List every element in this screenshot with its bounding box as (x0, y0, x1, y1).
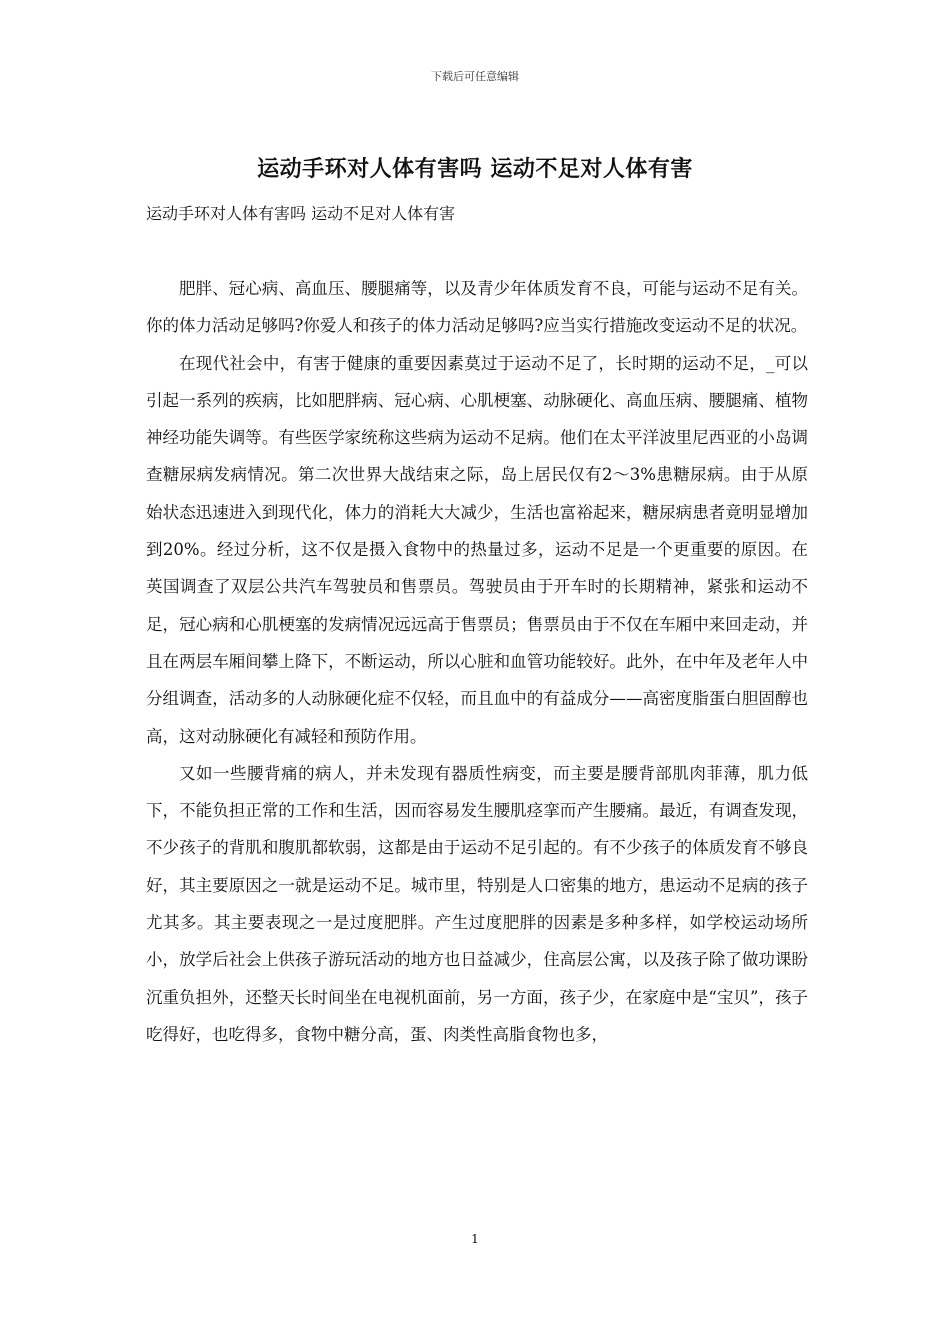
header-note: 下载后可任意编辑 (431, 70, 519, 83)
page-number: 1 (471, 1232, 479, 1246)
body-text (146, 270, 808, 1053)
document-title: 运动手环对人体有害吗 运动不足对人体有害 (257, 156, 693, 182)
paragraph-3: 又如一些腰背痛的病人，并未发现有器质性病变，而主要是腰背部肌肉菲薄，肌力低下，不能负担正常的工作和生活，因而容易发生腰肌痉挛而产生腰痛。最近，有调查发现，不少孩子的背肌和腹肌都软弱，这都是由于运动不足引起的。有不少孩子的体质发育不够良好，其主要原因之一就是运动不足。城市里，特别是人口密集的地方，患运动不足病的孩子尤其多。其主要表现之一是过度肥胖。产生过度肥胖的因素是多种多样，如学校运动场所小，放学后社会上供孩子游玩活动的地方也日益减少，住高层公寓，以及孩子除了做功课盼沉重负担外，还整天长时间坐在电视机面前，另一方面，孩子少，在家庭中是“宝贝”，孩子吃得好，也吃得多，食物中糖分高，蛋、肉类性高脂食物也多， (146, 763, 808, 1044)
document-subtitle: 运动手环对人体有害吗 运动不足对人体有害 (146, 204, 456, 223)
paragraph-2: 在现代社会中，有害于健康的重要因素莫过于运动不足了，长时期的运动不足，_可以引起一系列的疾病，比如肥胖病、冠心病、心肌梗塞、动脉硬化、高血压病、腰腿痛、植物神经功能失调等。有些医学家统称这些病为运动不足病。他们在太平洋波里尼西亚的小岛调查糖尿病发病情况。第二次世界大战结束之际，岛上居民仅有2～3%患糖尿病。由于从原始状态迅速进入到现代化，体力的消耗大大减少，生活也富裕起来，糖尿病患者竟明显增加到20%。经过分析，这不仅是摄入食物中的热量过多，运动不足是一个更重要的原因。在英国调查了双层公共汽车驾驶员和售票员。驾驶员由于开车时的长期精神，紧张和运动不足，冠心病和心肌梗塞的发病情况远远高于售票员；售票员由于不仅在车厢中来回走动，并且在两层车厢间攀上降下，不断运动，所以心脏和血管功能较好。此外，在中年及老年人中分组调查，活动多的人动脉硬化症不仅轻，而且血中的有益成分——高密度脂蛋白胆固醇也高，这对动脉硬化有减轻和预防作用。 (146, 353, 808, 746)
paragraph-1: 肥胖、冠心病、高血压、腰腿痛等，以及青少年体质发育不良，可能与运动不足有关。 你的体力活动足够吗?你爱人和孩子的体力活动足够吗?应当实行措施改变运动不足的状况。 (146, 279, 808, 336)
